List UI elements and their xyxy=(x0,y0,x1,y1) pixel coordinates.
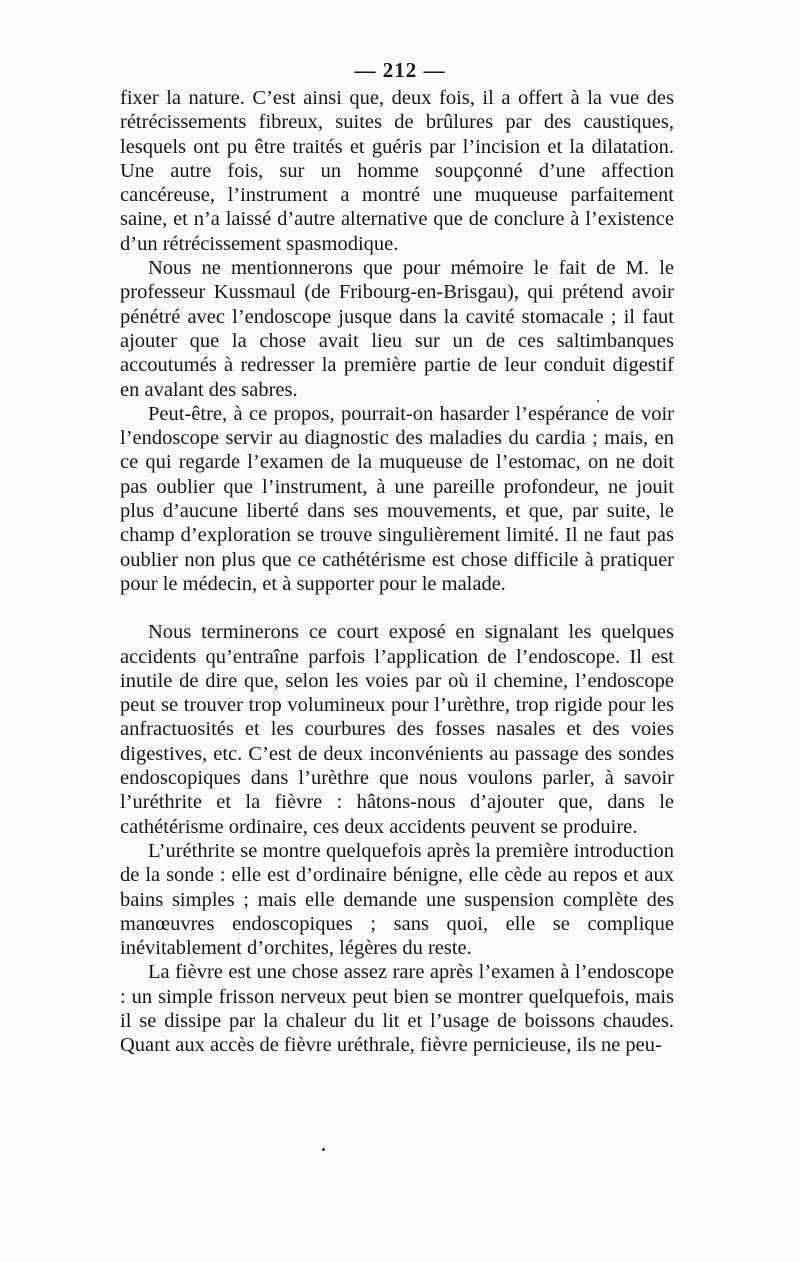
paragraph-5: L’uréthrite se montre quelquefois après la première introduction de la sonde : elle est d’ordinaire bénigne, elle cède au repos et aux bains simples ; mais elle demande une suspension complète des manœuvres endoscopiques ; sans quoi, elle se complique inévitablement d’orchites, légères du reste. xyxy=(120,839,674,960)
ink-speck xyxy=(322,1148,325,1151)
section-gap xyxy=(120,596,674,620)
paragraph-4: Nous terminerons ce court exposé en signalant les quelques accidents qu’entraîne parfois l’application de l’endoscope. Il est inutile de dire que, selon les voies par où il chemine, l’endoscope peut se trouver trop volumineux pour l’urèthre, trop rigide pour les anfractuosités et les courbures des fosses nasales et des voies digestives, etc. C’est de deux inconvénients au passage des sondes endoscopiques dans l’urèthre que nous voulons parler, à savoir l’uréthrite et la fièvre : hâtons-nous d’ajouter que, dans le cathétérisme ordinaire, ces deux accidents peuvent se produire. xyxy=(120,621,674,838)
body-text xyxy=(120,86,674,1058)
paragraph-1: fixer la nature. C’est ainsi que, deux fois, il a offert à la vue des rétrécissements fibreux, suites de brûlures par des caustiques, lesquels ont pu être traités et guéris par l’incision et la dilatation. Une autre fois, sur un homme soupçonné d’une affection cancéreuse, l’instrument a montré une muqueuse parfaitement saine, et n’a laissé d’autre alternative que de conclure à l’existence d’un rétrécissement spasmodique. xyxy=(120,87,674,255)
page-number: — 212 — xyxy=(354,58,446,82)
paragraph-2: Nous ne mentionnerons que pour mémoire le fait de M. le professeur Kussmaul (de Fribourg-en-Brisgau), qui prétend avoir pénétré avec l’endoscope jusque dans la cavité stomacale ; il faut ajouter que la chose avait lieu sur un de ces saltimbanques accoutumés à redresser la première partie de leur conduit digestif en avalant des sabres. xyxy=(120,257,674,401)
paragraph-3: Peut-être, à ce propos, pourrait-on hasarder l’espérance de voir l’endoscope servir au diagnostic des maladies du cardia ; mais, en ce qui regarde l’examen de la muqueuse de l’estomac, on ne doit pas oublier que l’instrument, à une pareille profondeur, ne jouit plus d’aucune liberté dans ses mouvements, et que, par suite, le champ d’exploration se trouve singulièrement limité. Il ne faut pas oublier non plus que ce cathétérisme est chose difficile à pratiquer pour le médecin, et à supporter pour le malade. xyxy=(120,402,674,595)
paragraph-6: La fièvre est une chose assez rare après l’examen à l’endoscope : un simple frisson nerveux peut bien se montrer quelquefois, mais il se dissipe par la chaleur du lit et l’usage de boissons chaudes. Quant aux accès de fièvre uréthrale, fièvre pernicieuse, ils ne peu- xyxy=(120,961,674,1057)
ink-speck xyxy=(597,400,599,402)
